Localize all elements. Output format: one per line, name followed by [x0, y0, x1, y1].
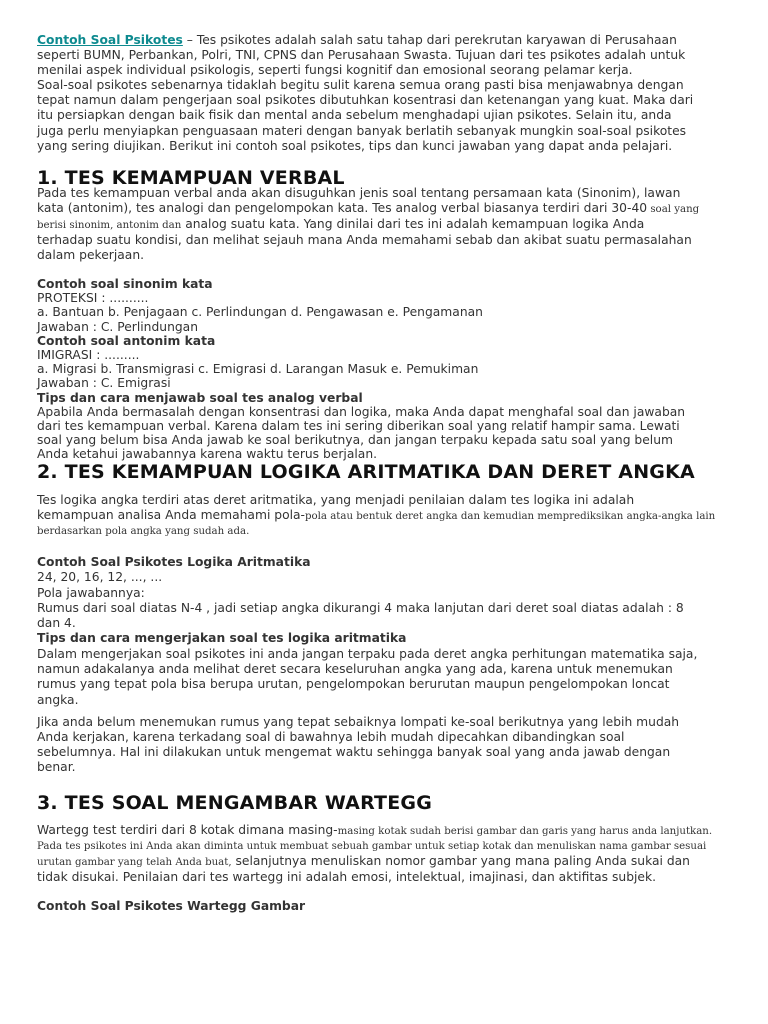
logika-example-title: Contoh Soal Psikotes Logika Aritmatika [37, 555, 311, 569]
section-2-intro: Tes logika angka terdiri atas deret aritmatika, yang menjadi penilaian dalam tes logika ini adalah kemampuan analisa Anda memahami pola-pola atau bentuk deret angka dan kemudian memprediksikan angka-angka lain berdasarkan pola angka yang sudah ada. [37, 493, 716, 538]
section-1-intro: Pada tes kemampuan verbal anda akan disuguhkan jenis soal tentang persamaan kata (Sinonim), lawan kata (antonim), tes analogi dan pengelompokan kata. Tes analog verbal biasanya terdiri dari 30-40 soal yang berisi sinonim, antonim dan analog suatu kata. Yang dinilai dari tes ini adalah kemampuan logika Anda terhadap suatu kondisi, dan melihat sejauh mana Anda memahami sebab dan akibat suatu permasalahan dalam pekerjaan. [37, 186, 700, 263]
intro-line-5: tepat namun dalam pengerjaan soal psikotes dibutuhkan kosentrasi dan ketenangan yang kuat. Maka dari [37, 93, 694, 108]
sinonim-answer: Jawaban : C. Perlindungan [37, 319, 199, 334]
tips-verbal-title: Tips dan cara menjawab soal tes analog verbal [37, 390, 363, 405]
section-3-heading: 3. TES SOAL MENGAMBAR WARTEGG [37, 792, 432, 814]
intro-paragraph [37, 33, 737, 154]
antonim-answer: Jawaban : C. Emigrasi [37, 376, 171, 391]
section-3-example [37, 899, 737, 914]
section-3-intro: Wartegg test terdiri dari 8 kotak dimana masing-masing kotak sudah berisi gambar dan garis yang harus anda lanjutkan. Pada tes psikotes ini Anda akan diminta untuk membuat sebuah gambar untuk setiap kotak dan menuliskan nama gambar sesuai urutan gambar yang telah Anda buat, selanjutnya menuliskan nomor gambar yang mana paling Anda sukai dan tidak disukai. Penilaian dari tes wartegg ini adalah emosi, intelektual, imajinasi, dan aktifitas subjek. [37, 823, 713, 885]
intro-line-1: Contoh Soal Psikotes – Tes psikotes adalah salah satu tahap dari perekrutan karyawan di Perusahaan [37, 33, 677, 47]
antonim-options: a. Migrasi b. Transmigrasi c. Emigrasi d. Larangan Masuk e. Pemukiman [37, 362, 479, 377]
wartegg-example-title: Contoh Soal Psikotes Wartegg Gambar [37, 899, 306, 913]
section-2-heading: 2. TES KEMAMPUAN LOGIKA ARITMATIKA DAN DERET ANGKA [37, 461, 695, 483]
sinonim-options: a. Bantuan b. Penjagaan c. Perlindungan d. Pengawasan e. Pengamanan [37, 305, 483, 320]
antonim-question: IMIGRASI : ......... [37, 348, 140, 363]
section-2-example: Contoh Soal Psikotes Logika Aritmatika 24, 20, 16, 12, ..., ... Pola jawabannya: Rumus dari soal diatas N-4 , jadi setiap angka dikurangi 4 maka lanjutan dari deret soal diatas adalah : 8 dan 4. Tips dan cara mengerjakan soal tes logika aritmatika Dalam mengerjakan soal psikotes ini anda jangan terpaku pada deret angka perhitungan matematika saja, namun adakalanya anda melihat deret secara keseluruhan angka yang ada, karena untuk menemukan rumus yang tepat pola bisa berupa urutan, pengelompokan berurutan maupun pengelompokan loncat angka. [37, 555, 737, 708]
section-2-paragraph-2: Jika anda belum menemukan rumus yang tepat sebaiknya lompati ke-soal berikutnya yang lebih mudah Anda kerjakan, karena terkadang soal di bawahnya lebih mudah dipecahkan dibandingkan soal sebelumnya. Hal ini dilakukan untuk mengemat waktu sehingga banyak soal yang anda jawab dengan benar. [37, 715, 680, 775]
intro-line-6: itu persiapkan dengan baik fisik dan mental anda sebelum menghadapi ujian psikotes. Selain itu, anda [37, 108, 672, 123]
intro-line-7: juga perlu menyiapkan penguasaan materi dengan banyak berlatih sebanyak mungkin soal-soal psikotes [37, 123, 687, 138]
section-1-examples: Contoh soal sinonim kata PROTEKSI : .......... a. Bantuan b. Penjagaan c. Perlindungan d. Pengawasan e. Pengamanan Jawaban : C. Perlindungan Contoh soal antonim kata IMIGRASI : ......... a. Migrasi b. Transmigrasi c. Emigrasi d. Larangan Masuk e. Pemukiman Jawaban : C. Emigrasi Tips dan cara menjawab soal tes analog verbal Apabila Anda bermasalah dengan konsentrasi dan logika, maka Anda dapat menghafal soal dan jawaban dari tes kemampuan verbal. Karena dalam tes ini sering diberikan soal yang relatif hampir sama. Lewati soal yang belum bisa Anda jawab ke soal berikutnya, dan jangan terpaku kepada satu soal yang belum Anda ketahui jawabannya karena waktu terus berjalan. [37, 277, 737, 462]
tips-logika-title: Tips dan cara mengerjakan soal tes logika aritmatika [37, 631, 407, 646]
antonim-title: Contoh soal antonim kata [37, 333, 216, 348]
logika-series: 24, 20, 16, 12, ..., ... [37, 570, 163, 585]
intro-line-4: Soal-soal psikotes sebenarnya tidaklah begitu sulit karena semua orang pasti bisa menjawabnya dengan [37, 78, 684, 93]
sinonim-title: Contoh soal sinonim kata [37, 277, 213, 291]
contoh-soal-psikotes-link[interactable]: Contoh Soal Psikotes [37, 33, 183, 47]
intro-line-2: seperti BUMN, Perbankan, Polri, TNI, CPNS dan Perusahaan Swasta. Tujuan dari tes psikotes adalah untuk [37, 48, 686, 63]
section-1-heading: 1. TES KEMAMPUAN VERBAL [37, 167, 345, 189]
sinonim-question: PROTEKSI : .......... [37, 291, 149, 306]
intro-line-3: menilai aspek individual psikologis, seperti fungsi kognitif dan emosional seorang pelamar kerja. [37, 63, 633, 78]
intro-line-8: yang sering diujikan. Berikut ini contoh soal psikotes, tips dan kunci jawaban yang dapat anda pelajari. [37, 138, 673, 153]
